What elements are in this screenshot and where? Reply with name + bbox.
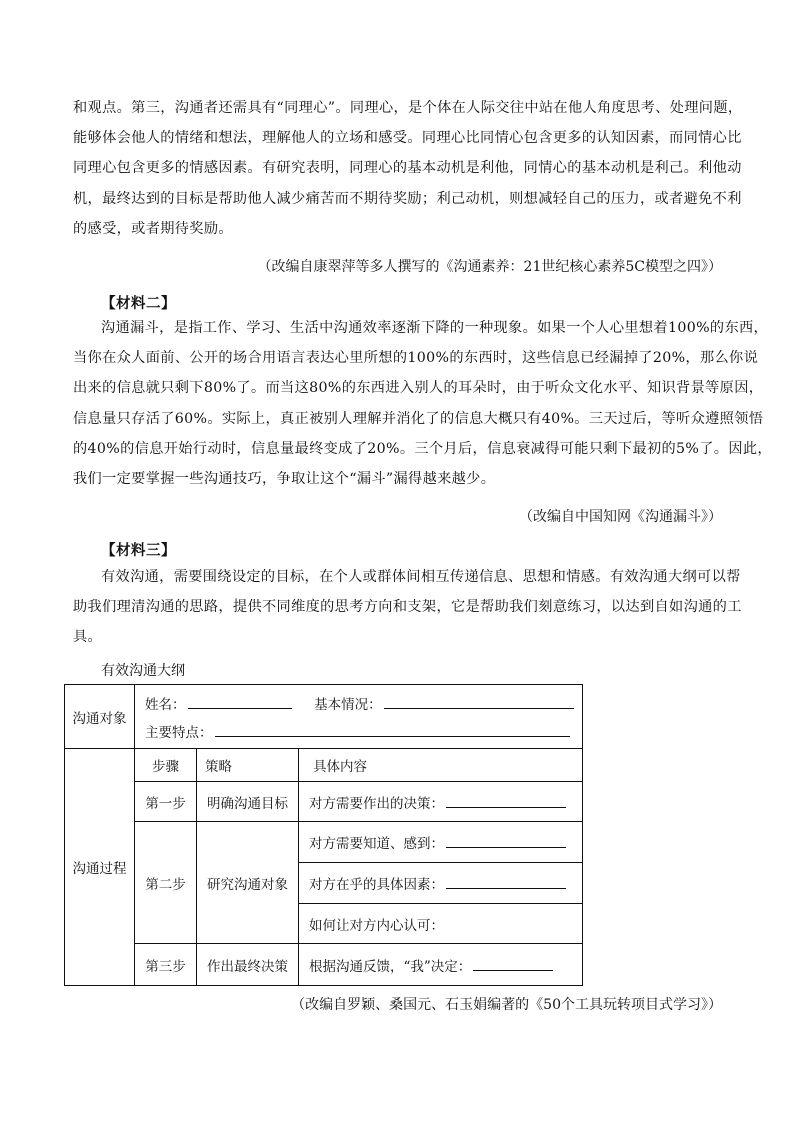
header-step: 步骤 <box>135 749 197 782</box>
step1-label: 第一步 <box>135 782 197 822</box>
step2-label: 第二步 <box>135 822 197 944</box>
step2-content-text: 对方需要知道、感到： <box>309 836 444 852</box>
basic-label: 基本情况： <box>314 696 382 713</box>
text-line: 出来的信息就只剩下80%了。而当这80%的东西进入别人的耳朵时，由于听众文化水平、知识背景等原因， <box>73 380 764 397</box>
material2-source: （改编自中国知网《沟通漏斗》） <box>519 509 722 525</box>
material1-source: （改编自康翠萍等多人撰写的《沟通素养：21世纪核心素养5C模型之四》） <box>257 259 722 275</box>
features-blank[interactable] <box>215 724 570 737</box>
text-line: 机，最终达到的目标是帮助他人减少痛苦而不期待奖励；利己动机，则想减轻自己的压力，或者避免不利 <box>73 190 742 207</box>
process-label: 沟通过程 <box>65 749 135 986</box>
outline-title: 有效沟通大纲 <box>101 663 185 679</box>
text-line: 和观点。第三，沟通者还需具有“同理心”。同理心，是个体在人际交往中站在他人角度思考、处理问题， <box>73 100 743 116</box>
step1-strategy: 明确沟通目标 <box>197 782 299 822</box>
step3-blank[interactable] <box>473 958 553 971</box>
target-row <box>65 685 583 749</box>
text-line: 助我们理清沟通的思路，提供不同维度的思考方向和支架，它是帮助我们刻意练习，以达到自如沟通的工 <box>73 599 742 616</box>
step3-label: 第三步 <box>135 944 197 986</box>
step2-blank-2[interactable] <box>446 876 566 889</box>
header-strategy: 策略 <box>197 749 299 782</box>
material3-heading: 【材料三】 <box>101 542 176 559</box>
step3-row <box>65 944 583 986</box>
target-fields <box>135 685 583 749</box>
target-label: 沟通对象 <box>65 685 135 749</box>
text-line: 有效沟通，需要围绕设定的目标，在个人或群体间相互传递信息、思想和情感。有效沟通大纲可以帮 <box>101 569 741 585</box>
header-row <box>65 749 583 782</box>
step2-blank-1[interactable] <box>446 835 566 848</box>
material2-paragraph <box>73 313 772 494</box>
step1-blank[interactable] <box>446 795 566 808</box>
material3-paragraph <box>73 562 742 653</box>
step1-content <box>299 782 583 822</box>
basic-blank[interactable] <box>384 696 574 709</box>
text-line: 信息量只存活了60%。实际上，真正被别人理解并消化了的信息大概只有40%。三天过后，等听众遵照领悟 <box>73 410 764 427</box>
text-line: 当你在众人面前、公开的场合用语言表达心里所想的100%的东西时，这些信息已经漏掉了20%，那么你说 <box>73 350 759 367</box>
text-line: 同理心包含更多的情感因素。有研究表明，同理心的基本动机是利他，同情心的基本动机是利己。利他动 <box>73 160 742 177</box>
text-line: 能够体会他人的情绪和想法，理解他人的立场和感受。同理心比同情心包含更多的认知因素，而同情心比 <box>73 130 742 147</box>
step2-content-text: 对方在乎的具体因素： <box>309 877 444 893</box>
text-line: 的40%的信息开始行动时，信息量最终变成了20%。三个月后，信息衰减得可能只剩下最初的5%了。因此， <box>73 440 772 457</box>
step3-content <box>299 944 583 986</box>
step2-content-2 <box>299 863 583 904</box>
text-line: 具。 <box>73 629 103 646</box>
material2-heading: 【材料二】 <box>101 295 176 312</box>
step1-row <box>65 782 583 822</box>
step2-content-text: 如何让对方内心认可： <box>309 917 444 934</box>
features-label: 主要特点： <box>145 724 213 741</box>
step2-strategy: 研究沟通对象 <box>197 822 299 944</box>
text-line: 的感受，或者期待奖励。 <box>73 220 233 237</box>
material3-source: （改编自罗颖、桑国元、石玉娟编著的《50个工具玩转项目式学习》） <box>291 997 722 1013</box>
step2-row <box>65 822 583 863</box>
step2-content-3 <box>299 904 583 944</box>
communication-outline-table <box>64 684 583 986</box>
name-blank[interactable] <box>188 696 292 709</box>
text-line: 沟通漏斗，是指工作、学习、生活中沟通效率逐渐下降的一种现象。如果一个人心里想着100%的东西， <box>101 320 769 336</box>
header-content: 具体内容 <box>299 749 583 782</box>
material1-paragraph <box>73 93 743 244</box>
step1-content-text: 对方需要作出的决策： <box>309 795 444 812</box>
text-line: 我们一定要掌握一些沟通技巧，争取让这个“漏斗”漏得越来越少。 <box>73 471 496 488</box>
name-label: 姓名： <box>145 696 186 713</box>
step3-content-text: 根据沟通反馈，“我”决定： <box>309 958 472 975</box>
step3-strategy: 作出最终决策 <box>197 944 299 986</box>
step2-content-1 <box>299 822 583 863</box>
